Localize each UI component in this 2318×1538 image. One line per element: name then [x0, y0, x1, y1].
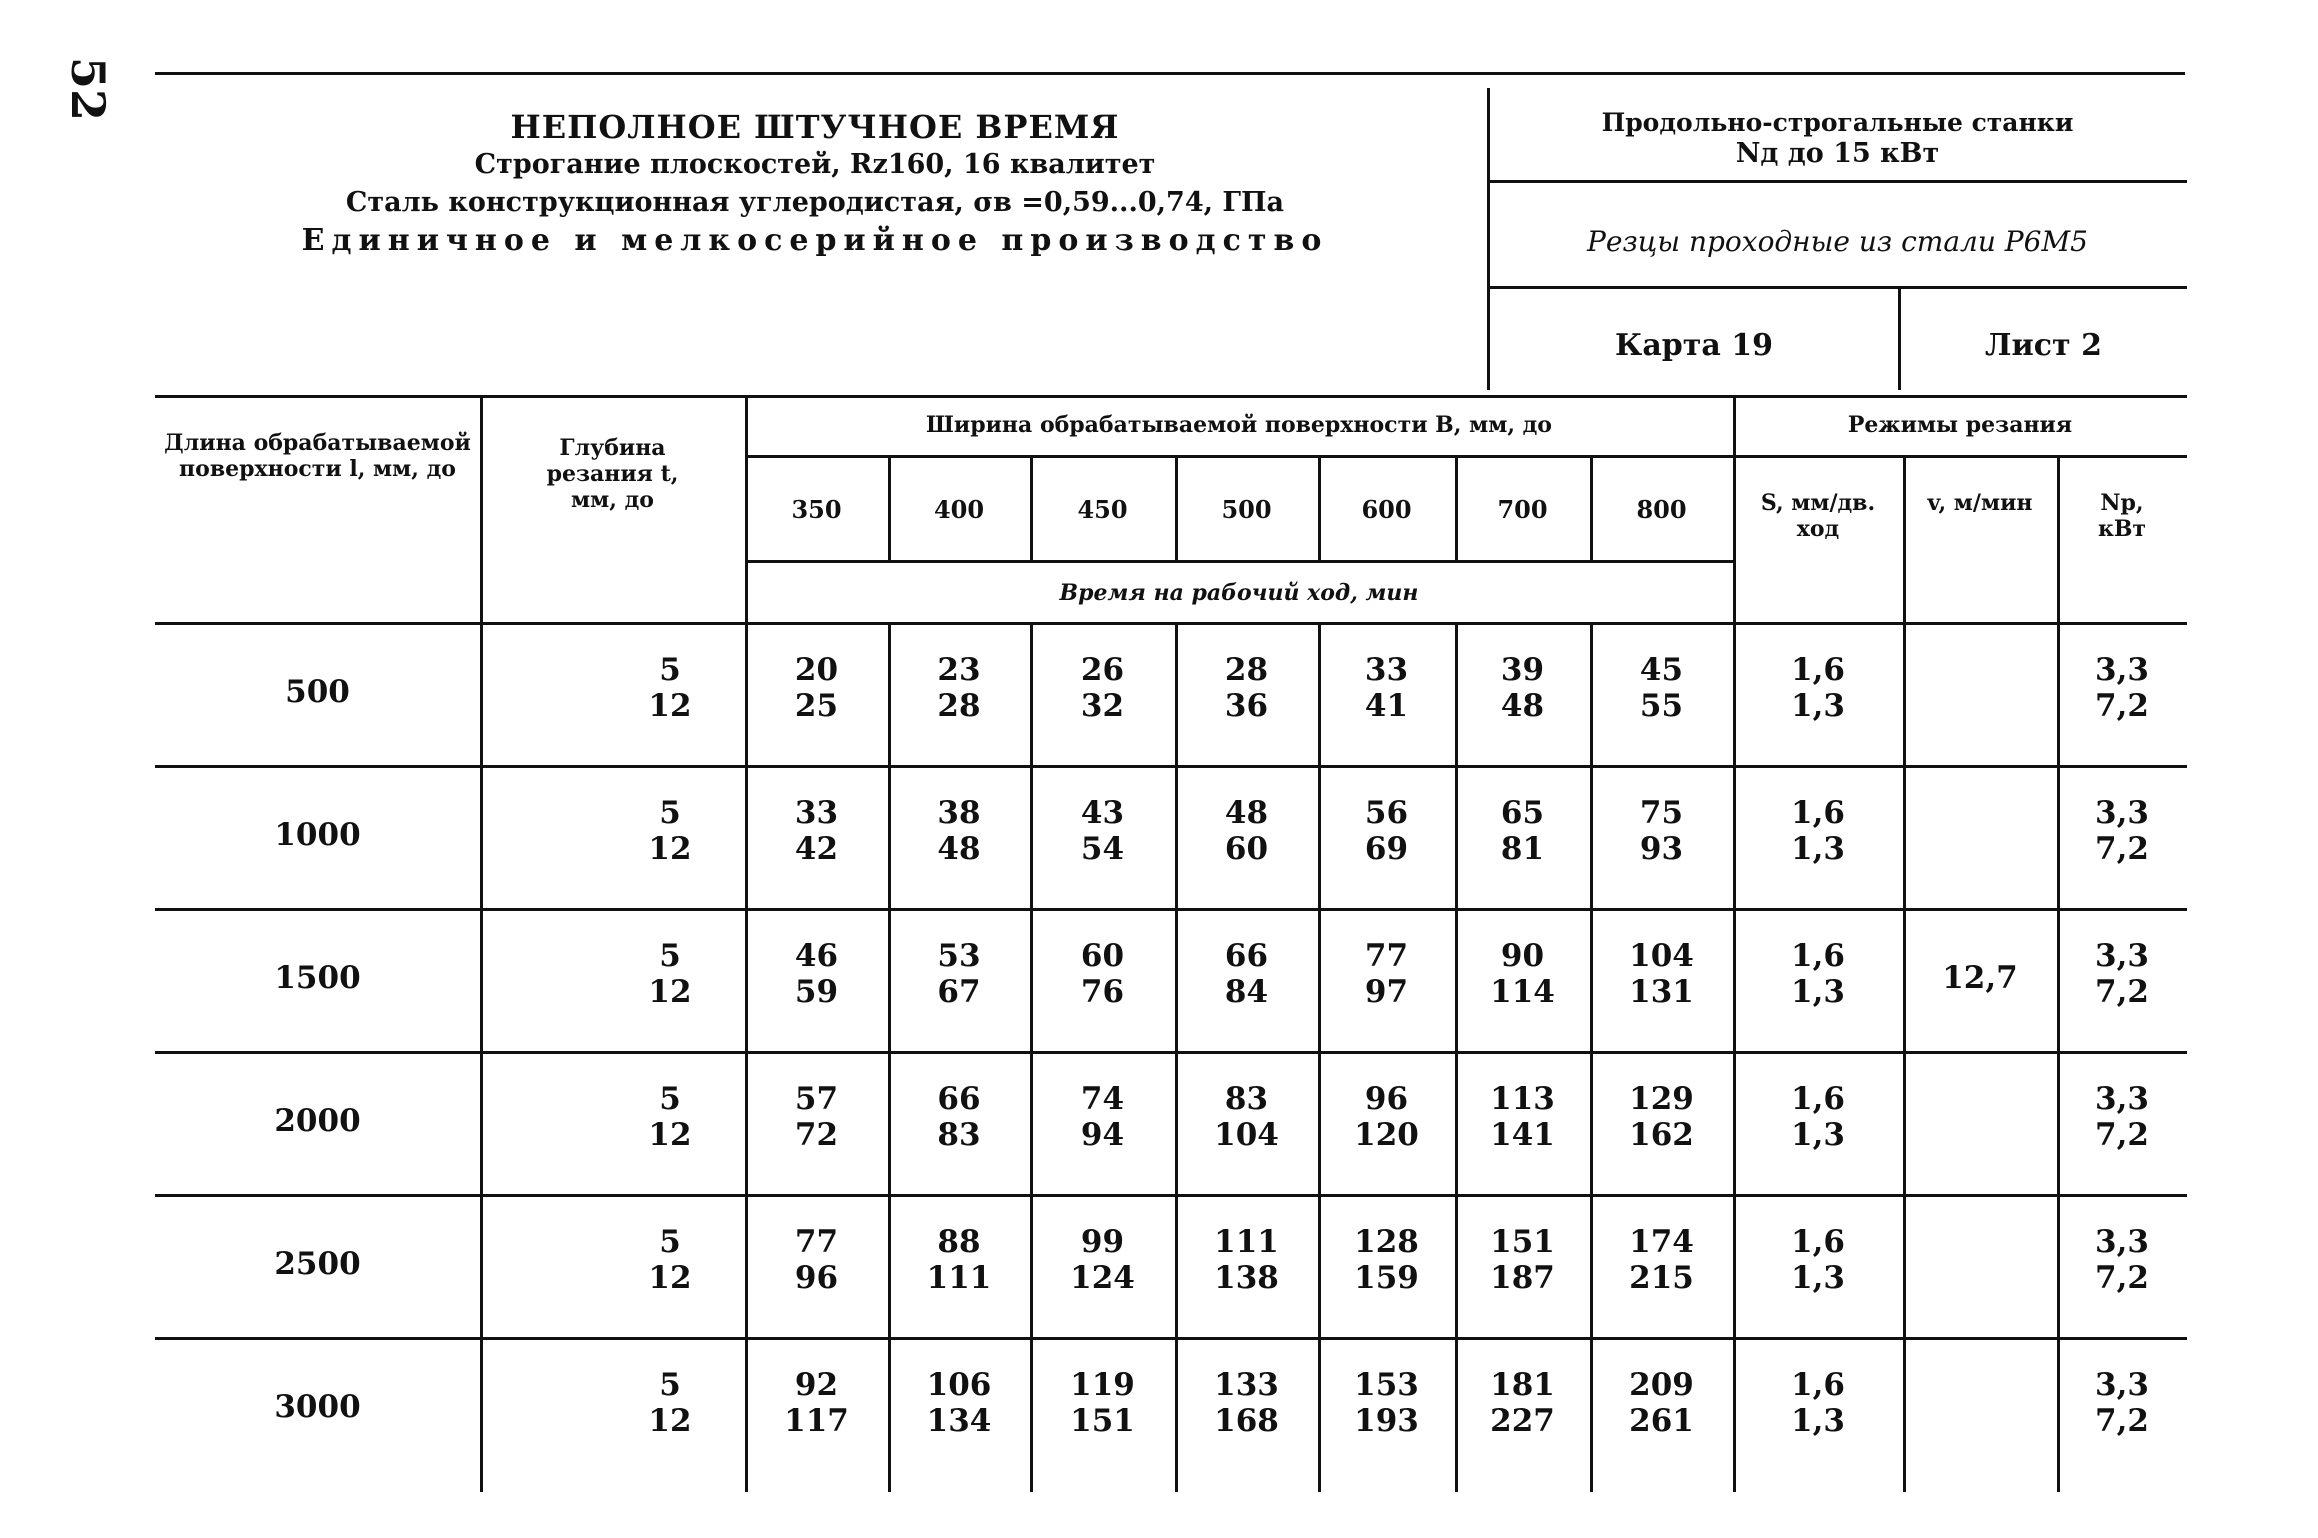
sheet-number: Лист 2 — [1985, 328, 2102, 363]
time-cell: 66 83 — [937, 1081, 981, 1153]
col-header-feed: S, мм/дв. ход — [1760, 490, 1876, 542]
col-header-power: Nр, кВт — [2097, 490, 2147, 542]
time-cell: 38 48 — [937, 795, 981, 867]
col-rule — [1030, 622, 1033, 1492]
time-label: Время на рабочий ход, мин — [1059, 580, 1419, 606]
power-cell: 3,3 7,2 — [2095, 1224, 2149, 1296]
header-title-block — [160, 108, 1470, 260]
time-cell: 75 93 — [1639, 795, 1684, 867]
col-rule — [888, 622, 891, 1492]
time-cell: 45 55 — [1639, 652, 1684, 724]
time-cell: 26 32 — [1080, 652, 1125, 724]
modes-group-rule — [1733, 455, 2187, 458]
row-length: 1500 — [274, 960, 361, 996]
time-cell: 43 54 — [1080, 795, 1125, 867]
time-cell: 83 104 — [1214, 1081, 1279, 1153]
time-cell: 96 120 — [1354, 1081, 1419, 1153]
feed-cell: 1,6 1,3 — [1791, 938, 1845, 1010]
row-divider — [155, 1337, 2187, 1340]
table-top-rule — [155, 395, 2187, 398]
row-depth: 5 12 — [648, 1367, 692, 1439]
col-header-length: Длина обрабатываемой поверхности l, мм, до — [164, 430, 471, 482]
power-cell: 3,3 7,2 — [2095, 1367, 2149, 1439]
page-title: НЕПОЛНОЕ ШТУЧНОЕ ВРЕМЯ — [510, 108, 1120, 146]
power-cell: 3,3 7,2 — [2095, 652, 2149, 724]
row-depth: 5 12 — [648, 1081, 692, 1153]
feed-cell: 1,6 1,3 — [1791, 652, 1845, 724]
time-cell: 133 168 — [1214, 1367, 1279, 1439]
feed-cell: 1,6 1,3 — [1791, 1081, 1845, 1153]
col-rule — [1455, 622, 1458, 1492]
time-cell: 181 227 — [1490, 1367, 1555, 1439]
width-column-header: 450 — [1077, 495, 1128, 524]
row-divider — [155, 1194, 2187, 1197]
feed-cell: 1,6 1,3 — [1791, 795, 1845, 867]
speed-value: 12,7 — [1942, 960, 2018, 996]
row-divider — [155, 765, 2187, 768]
row-length: 3000 — [274, 1389, 361, 1425]
page-number: 52 — [61, 57, 115, 122]
col-header-speed: v, м/мин — [1927, 490, 2033, 516]
time-cell: 33 41 — [1364, 652, 1409, 724]
width-group-rule — [745, 455, 1733, 458]
time-cell: 92 117 — [784, 1367, 849, 1439]
machine-type: Продольно-строгальные станки — [1601, 108, 2074, 137]
page-subtitle-operation: Строгание плоскостей, Rz160, 16 квалитет — [474, 149, 1156, 180]
feed-cell: 1,6 1,3 — [1791, 1367, 1845, 1439]
time-cell: 28 36 — [1224, 652, 1269, 724]
col-header-depth: Глубина резания t, мм, до — [546, 435, 679, 513]
time-cell: 33 42 — [794, 795, 839, 867]
header-bottom-rule — [155, 622, 2187, 625]
time-cell: 90 114 — [1490, 938, 1555, 1010]
power-cell: 3,3 7,2 — [2095, 795, 2149, 867]
time-cell: 57 72 — [794, 1081, 839, 1153]
col-rule — [1175, 622, 1178, 1492]
time-cell: 48 60 — [1224, 795, 1269, 867]
time-label-rule — [745, 560, 1733, 563]
page-subtitle-material: Сталь конструкционная углеродистая, σв =0,59...0,74, ГПа — [345, 187, 1285, 218]
time-cell: 39 48 — [1500, 652, 1545, 724]
time-cell: 99 124 — [1070, 1224, 1135, 1296]
time-cell: 20 25 — [794, 652, 839, 724]
machine-block — [1490, 108, 2185, 170]
row-length: 1000 — [274, 817, 361, 853]
width-column-header: 350 — [791, 495, 842, 524]
time-cell: 111 138 — [1214, 1224, 1279, 1296]
tool-label: Резцы проходные из стали Р6М5 — [1587, 225, 2088, 258]
time-cell: 60 76 — [1080, 938, 1125, 1010]
row-depth: 5 12 — [648, 1224, 692, 1296]
time-cell: 128 159 — [1354, 1224, 1419, 1296]
modes-group-header: Режимы резания — [1847, 412, 2073, 438]
row-length: 500 — [285, 674, 350, 710]
time-cell: 77 97 — [1364, 938, 1409, 1010]
width-column-header: 600 — [1361, 495, 1412, 524]
time-cell: 129 162 — [1629, 1081, 1694, 1153]
machine-power: Nд до 15 кВт — [1735, 138, 1940, 169]
col-rule — [1318, 622, 1321, 1492]
time-cell: 153 193 — [1354, 1367, 1419, 1439]
top-rule — [155, 72, 2185, 75]
header-rule-2 — [1487, 286, 2187, 289]
row-length: 2500 — [274, 1246, 361, 1282]
card-number: Карта 19 — [1615, 328, 1773, 363]
time-cell: 209 261 — [1629, 1367, 1694, 1439]
time-cell: 106 134 — [926, 1367, 992, 1439]
time-cell: 104 131 — [1629, 938, 1694, 1010]
time-cell: 46 59 — [794, 938, 839, 1010]
time-cell: 56 69 — [1364, 795, 1409, 867]
time-cell: 151 187 — [1490, 1224, 1555, 1296]
time-cell: 119 151 — [1070, 1367, 1135, 1439]
time-cell: 65 81 — [1500, 795, 1545, 867]
row-depth: 5 12 — [648, 652, 692, 724]
width-column-header: 700 — [1497, 495, 1548, 524]
time-cell: 113 141 — [1490, 1081, 1555, 1153]
time-cell: 77 96 — [794, 1224, 839, 1296]
row-divider — [155, 1051, 2187, 1054]
time-cell: 174 215 — [1629, 1224, 1694, 1296]
time-cell: 74 94 — [1080, 1081, 1125, 1153]
time-cell: 88 111 — [926, 1224, 992, 1296]
time-cell: 66 84 — [1224, 938, 1269, 1010]
time-cell: 53 67 — [937, 938, 981, 1010]
width-column-header: 800 — [1636, 495, 1687, 524]
width-group-header: Ширина обрабатываемой поверхности В, мм, до — [926, 412, 1552, 438]
page-subtitle-production: Единичное и мелкосерийное производство — [301, 223, 1329, 258]
row-depth: 5 12 — [648, 938, 692, 1010]
time-cell: 23 28 — [937, 652, 981, 724]
col-rule — [1590, 622, 1593, 1492]
col-rule — [480, 395, 483, 1492]
width-column-header: 500 — [1221, 495, 1272, 524]
power-cell: 3,3 7,2 — [2095, 1081, 2149, 1153]
row-length: 2000 — [274, 1103, 361, 1139]
header-rule-1 — [1487, 180, 2187, 183]
feed-cell: 1,6 1,3 — [1791, 1224, 1845, 1296]
power-cell: 3,3 7,2 — [2095, 938, 2149, 1010]
width-column-header: 400 — [933, 495, 985, 524]
row-depth: 5 12 — [648, 795, 692, 867]
row-divider — [155, 908, 2187, 911]
